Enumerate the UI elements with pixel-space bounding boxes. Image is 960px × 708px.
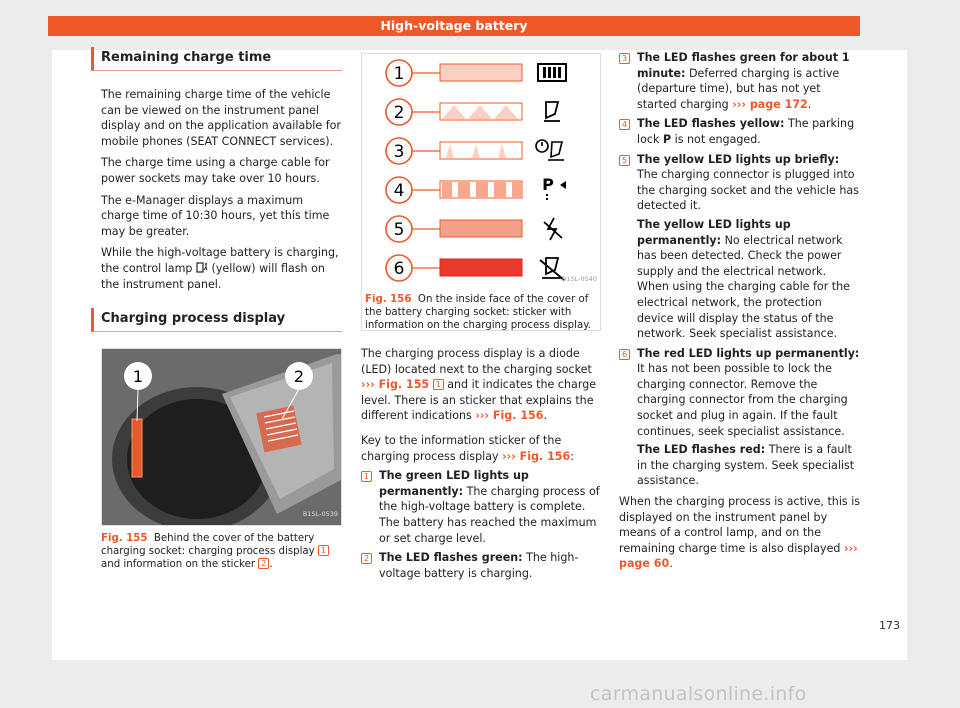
led-row-4 [386,175,566,203]
svg-text:5: 5 [393,220,405,240]
figure-156 [361,53,601,331]
charging-plug-icon [544,102,560,121]
figure-ref-code: B1SL-0540 [561,275,597,284]
led-sticker-diagram [362,54,602,332]
list-subitem: The LED flashes red: There is a fault in the charging system. Seek specialist assistance. [637,443,855,488]
svg-text:6: 6 [393,259,405,279]
svg-text:P: P [542,175,554,194]
led-row-3 [386,138,564,164]
list-item: 1 The green LED lights up permanently: The charging process of the high-voltage battery is complete. The battery has reached the maximum or set charge level. [361,468,601,546]
paragraph: The charge time using a charge cable for power sockets may take over 10 hours. [101,156,330,185]
figure-155 [101,348,342,526]
column-right [619,50,861,572]
paragraph: When the charging process is active, this is displayed on the instrument panel by means of a control lamp, and on the remaining charge time is also displayed ››› page 60. [619,495,861,571]
page-link[interactable]: ››› page 60 [619,541,858,571]
figure-link[interactable]: ››› Fig. 156 [475,409,544,423]
svg-text:4: 4 [393,181,405,201]
paragraph: Key to the information sticker of the charging process display ››› Fig. 156: [361,433,574,463]
parking-lock-icon [542,175,566,200]
charging-control-lamp-icon [196,262,208,273]
page-link[interactable]: ››› page 172 [732,97,808,111]
list-number: 6 [619,349,630,360]
callout-number: 1 [433,379,444,390]
heading-remaining-charge-time: Remaining charge time [91,47,342,71]
charging-socket-image [102,349,342,526]
plug-fault-icon [540,258,564,280]
list-number: 2 [361,553,372,564]
figure-156-caption: Fig. 156 On the inside face of the cover of the battery charging socket: sticker with information on the charging process display. [365,294,592,331]
list-number: 3 [619,53,630,64]
paragraph: The charging process display is a diode (LED) located next to the charging socket ››› Fig. 155 1 and it indicates the charge level. There is an sticker that explains the different indications ››› Fig. 156. [361,347,597,423]
column-left [101,47,342,571]
list-item: 4 The LED flashes yellow: The parking lock P is not engaged. [619,116,861,147]
led-row-2 [386,99,560,125]
battery-full-icon [538,64,566,81]
svg-text:2: 2 [393,103,405,123]
list-number: 4 [619,119,630,130]
no-power-icon [544,218,562,240]
callout-number: 1 [318,545,329,556]
figure-ref-code: B1SL-0539 [302,509,338,518]
callout-number: 2 [258,558,269,569]
paragraph: The remaining charge time of the vehicle can be viewed on the instrument panel display and on the application available for mobile phones (SEAT CONNECT services). [101,88,341,148]
list-item: 6 The red LED lights up permanently: It has not been possible to lock the charging connector. Remove the charging connector from the charging socket and plug in again. If the fault continues, seek specialist assistance. [619,346,861,440]
list-number: 1 [361,471,372,482]
figure-callout-1: 1 [132,367,144,387]
led-row-1 [386,60,566,86]
section-header: High-voltage battery [48,16,860,36]
figure-link[interactable]: ››› Fig. 156 [502,449,571,463]
list-item: 2 The LED flashes green: The high-voltage battery is charging. [361,550,601,581]
timer-plug-icon [536,140,564,160]
figure-155-caption: Fig. 155 Behind the cover of the battery charging socket: charging process display 1 and information on the sticker 2 . [101,532,342,571]
led-row-5 [386,216,562,242]
svg-text:1: 1 [393,64,405,84]
list-item: 3 The LED flashes green for about 1 minute: Deferred charging is active (departure time), but has not yet started charging ››› page 172. [619,50,861,112]
list-item: 5 The yellow LED lights up briefly: The charging connector is plugged into the charging socket and the vehicle has detected it. [619,152,861,214]
list-number: 5 [619,155,630,166]
heading-charging-process-display: Charging process display [91,308,342,332]
led-row-6 [386,255,564,281]
column-middle [361,53,601,581]
paragraph: The e-Manager displays a maximum charge time of 10:30 hours, yet this time may be greater. [101,193,330,238]
page-number: 173 [879,619,900,632]
svg-text:3: 3 [393,142,405,162]
figure-callout-2: 2 [293,367,305,387]
watermark: carmanualsonline.info [590,683,807,705]
list-subitem: The yellow LED lights up permanently: No electrical network has been detected. Check the power supply and the electrical network. When using the charging cable for the electrical network, the protection device will display the status of the network. Seek specialist assistance. [637,217,850,341]
paragraph: While the high-voltage battery is charging, the control lamp (yellow) will flash on the instrument panel. [101,246,339,291]
figure-link[interactable]: ››› Fig. 155 [361,378,430,392]
